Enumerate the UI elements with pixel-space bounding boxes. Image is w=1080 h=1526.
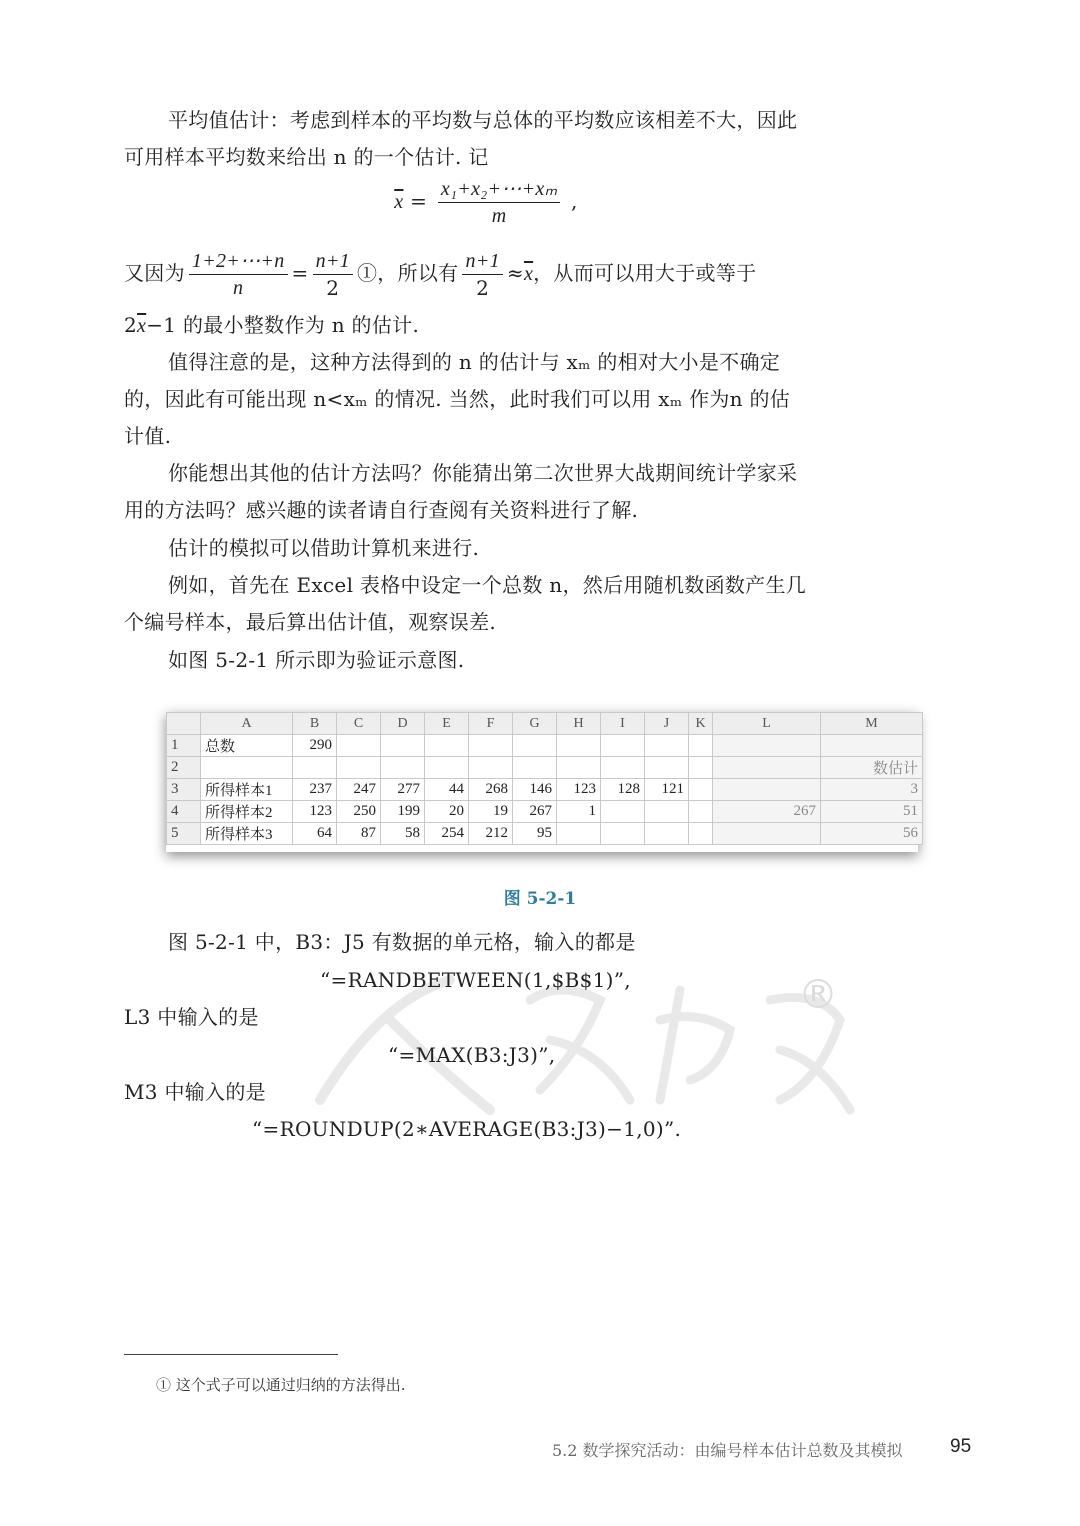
paragraph-min-integer <box>124 307 848 345</box>
row-header: 3 <box>167 779 201 801</box>
column-header: M <box>821 713 923 735</box>
cell <box>689 823 713 845</box>
cell: 123 <box>293 801 337 823</box>
cell <box>689 757 713 779</box>
sum-fraction <box>189 250 288 299</box>
half-denominator: 2 <box>326 276 340 300</box>
cell: 268 <box>469 779 513 801</box>
row-header: 2 <box>167 757 201 779</box>
cell: 3 <box>821 779 923 801</box>
cell <box>601 735 645 757</box>
because-suffix: ，从而可以用大于或等于 <box>533 261 757 285</box>
half-denominator-2: 2 <box>476 276 490 300</box>
column-header: J <box>645 713 689 735</box>
cell: 51 <box>821 801 923 823</box>
cell: 267 <box>713 801 821 823</box>
row-header: 5 <box>167 823 201 845</box>
registered-mark: ® <box>798 972 838 1018</box>
cell: 212 <box>469 823 513 845</box>
cell: 数估计 <box>821 757 923 779</box>
row-header: 1 <box>167 735 201 757</box>
cell: 87 <box>337 823 381 845</box>
column-header: B <box>293 713 337 735</box>
cell <box>469 735 513 757</box>
column-header: D <box>381 713 425 735</box>
column-header: L <box>713 713 821 735</box>
sum-denominator: n <box>233 277 244 299</box>
cell <box>601 757 645 779</box>
paragraph-example-line1: 例如，首先在 Excel 表格中设定一个总数 n，然后用随机数函数产生几 <box>168 573 807 597</box>
min-integer-text: −1 的最小整数作为 n 的估计. <box>146 313 420 337</box>
xbar-symbol: $\overline{x}$ <box>137 315 147 337</box>
because-prefix: 又因为 <box>124 261 185 285</box>
table-row <box>167 801 923 823</box>
cell: 254 <box>425 823 469 845</box>
footnote-divider <box>124 1354 338 1355</box>
cell <box>293 757 337 779</box>
equation-comma: , <box>571 189 578 213</box>
table-row <box>167 735 923 757</box>
paragraph-figure-ref: 如图 5-2-1 所示即为验证示意图. <box>168 648 465 672</box>
cell <box>689 779 713 801</box>
mean-numerator: x₁+x₂+⋯+xₘ <box>438 178 561 203</box>
half-fraction-2 <box>462 250 502 299</box>
label-m3: M3 中输入的是 <box>124 1080 266 1104</box>
cell <box>557 735 601 757</box>
mean-denominator: m <box>491 205 507 227</box>
cell <box>469 757 513 779</box>
spreadsheet-figure <box>166 712 918 852</box>
figure-caption: 图 5-2-1 <box>503 889 577 909</box>
column-header: I <box>601 713 645 735</box>
column-header: K <box>689 713 713 735</box>
paragraph-note-line2: 的，因此有可能出现 n<xₘ 的情况. 当然，此时我们可以用 xₘ 作为n 的估 <box>124 387 791 411</box>
column-header: E <box>425 713 469 735</box>
approx-sign: ≈ <box>506 261 524 285</box>
cell: 64 <box>293 823 337 845</box>
spreadsheet-table <box>166 712 923 845</box>
cell <box>381 735 425 757</box>
column-header: H <box>557 713 601 735</box>
cell: 250 <box>337 801 381 823</box>
cell <box>713 757 821 779</box>
cell: 所得样本2 <box>201 801 293 823</box>
cell: 所得样本3 <box>201 823 293 845</box>
sum-numerator: 1+2+⋯+n <box>189 250 288 275</box>
cell <box>425 735 469 757</box>
cell: 121 <box>645 779 689 801</box>
cell <box>557 823 601 845</box>
formula-randbetween: “=RANDBETWEEN(1,$B$1)”, <box>320 968 631 992</box>
cell <box>645 757 689 779</box>
table-row <box>167 779 923 801</box>
paragraph-question-line2: 用的方法吗？感兴趣的读者请自行查阅有关资料进行了解. <box>124 498 639 522</box>
cell <box>689 735 713 757</box>
cell: 56 <box>821 823 923 845</box>
cell: 123 <box>557 779 601 801</box>
cell <box>557 757 601 779</box>
paragraph-note-line1: 值得注意的是，这种方法得到的 n 的估计与 xₘ 的相对大小是不确定 <box>168 350 781 374</box>
paragraph-example-line2: 个编号样本，最后算出估计值，观察误差. <box>124 610 497 634</box>
cell <box>821 735 923 757</box>
cell <box>381 757 425 779</box>
table-row <box>167 757 923 779</box>
cell: 146 <box>513 779 557 801</box>
cell: 1 <box>557 801 601 823</box>
footnote-mark-text: ①，所以有 <box>356 261 459 285</box>
cell <box>513 757 557 779</box>
cell <box>713 779 821 801</box>
cell: 128 <box>601 779 645 801</box>
figure-explanation: 图 5-2-1 中，B3：J5 有数据的单元格，输入的都是 <box>168 930 636 954</box>
cell: 267 <box>513 801 557 823</box>
cell: 95 <box>513 823 557 845</box>
column-header: G <box>513 713 557 735</box>
column-header: C <box>337 713 381 735</box>
column-header: F <box>469 713 513 735</box>
cell <box>513 735 557 757</box>
cell <box>601 823 645 845</box>
paragraph-mean-estimate-line2: 可用样本平均数来给出 n 的一个估计. 记 <box>124 145 489 169</box>
cell: 20 <box>425 801 469 823</box>
equation-sample-mean <box>124 178 848 227</box>
half-numerator: n+1 <box>313 250 353 275</box>
equals-sign: = <box>410 189 428 213</box>
cell: 所得样本1 <box>201 779 293 801</box>
table-row <box>167 823 923 845</box>
column-header-row <box>167 713 923 735</box>
cell: 247 <box>337 779 381 801</box>
column-header: A <box>201 713 293 735</box>
equals-sign: = <box>291 261 309 285</box>
cell: 19 <box>469 801 513 823</box>
mean-fraction <box>438 178 561 227</box>
cell <box>337 757 381 779</box>
cell <box>601 801 645 823</box>
xbar-symbol: $\overline{x}$ <box>394 191 404 213</box>
label-l3: L3 中输入的是 <box>124 1005 259 1029</box>
half-fraction <box>313 250 353 299</box>
running-footer: 5.2 数学探究活动：由编号样本估计总数及其模拟 <box>552 1441 903 1460</box>
paragraph-because <box>124 250 848 299</box>
xbar-symbol: $\overline{x}$ <box>523 263 534 285</box>
half-numerator-2: n+1 <box>462 250 502 275</box>
cell <box>713 735 821 757</box>
paragraph-mean-estimate-line1: 平均值估计：考虑到样本的平均数与总体的平均数应该相差不大，因此 <box>168 108 798 132</box>
cell <box>645 801 689 823</box>
cell: 44 <box>425 779 469 801</box>
cell: 277 <box>381 779 425 801</box>
cell <box>645 823 689 845</box>
cell <box>645 735 689 757</box>
formula-roundup: “=ROUNDUP(2∗AVERAGE(B3:J3)−1,0)”. <box>252 1117 682 1141</box>
cell <box>337 735 381 757</box>
paragraph-question-line1: 你能想出其他的估计方法吗？你能猜出第二次世界大战期间统计学家采 <box>168 461 798 485</box>
cell <box>713 823 821 845</box>
cell: 290 <box>293 735 337 757</box>
two-coefficient: 2 <box>124 313 138 337</box>
row-header: 4 <box>167 801 201 823</box>
cell: 199 <box>381 801 425 823</box>
footnote: ① 这个式子可以通过归纳的方法得出. <box>156 1376 406 1394</box>
formula-max: “=MAX(B3:J3)”, <box>388 1043 556 1067</box>
cell <box>201 757 293 779</box>
cell <box>425 757 469 779</box>
page-number: 95 <box>950 1436 972 1457</box>
cell: 58 <box>381 823 425 845</box>
paragraph-simulation: 估计的模拟可以借助计算机来进行. <box>168 536 480 560</box>
paragraph-note-line3: 计值. <box>124 424 172 448</box>
cell <box>689 801 713 823</box>
cell: 237 <box>293 779 337 801</box>
cell: 总数 <box>201 735 293 757</box>
corner-cell <box>167 713 201 735</box>
